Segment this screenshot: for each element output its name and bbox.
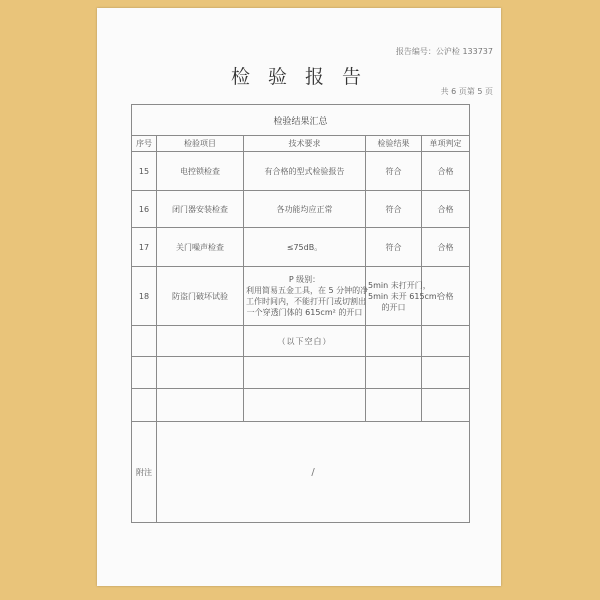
table-caption: 检验结果汇总	[132, 105, 470, 136]
row-item: 电控锁检查	[157, 152, 244, 191]
column-header-item: 检验项目	[157, 136, 244, 152]
row-number: 18	[132, 267, 157, 326]
empty-cell	[157, 326, 244, 357]
table-row	[132, 389, 470, 422]
row-item: 关门噪声检查	[157, 228, 244, 267]
report-number: 报告编号：公沪检 133737	[395, 47, 493, 56]
empty-cell	[157, 389, 244, 422]
page-title: 检 验 报 告	[230, 66, 368, 88]
row-number: 16	[132, 191, 157, 228]
row-verdict: 合格	[422, 152, 470, 191]
remark-row	[132, 422, 470, 523]
requirement-line: 各功能均应正常	[276, 204, 333, 214]
table-row	[132, 357, 470, 389]
page-info: 共 6 页第 5 页	[440, 87, 493, 96]
empty-cell	[132, 389, 157, 422]
requirement-line: 一个穿透门体的 615cm² 的开口	[246, 308, 363, 317]
row-verdict: 合格	[422, 228, 470, 267]
row-requirement	[244, 228, 366, 267]
result-line: 5min 未打开门，	[368, 280, 431, 290]
requirement-line: 利用简易五金工具，在 5 分钟的净	[246, 286, 369, 295]
table-row	[132, 228, 470, 267]
empty-cell	[366, 326, 422, 357]
empty-cell	[244, 357, 366, 389]
remark-content	[157, 422, 470, 523]
results-table	[131, 104, 470, 523]
empty-cell	[244, 389, 366, 422]
column-header-requirement: 技术要求	[244, 136, 366, 152]
row-result	[366, 267, 440, 326]
empty-cell	[422, 389, 470, 422]
row-result	[366, 228, 422, 267]
table-row	[132, 267, 470, 326]
row-verdict: 合格	[422, 191, 470, 228]
row-verdict: 合格	[422, 267, 470, 326]
result-line: 符合	[385, 166, 402, 176]
empty-cell	[157, 357, 244, 389]
empty-cell	[366, 357, 422, 389]
requirement-line: P 级别：	[288, 275, 321, 284]
empty-cell	[132, 357, 157, 389]
result-line: 的开口	[381, 302, 406, 312]
row-result	[366, 152, 422, 191]
empty-cell	[422, 357, 470, 389]
row-requirement	[244, 191, 366, 228]
row-number: 15	[132, 152, 157, 191]
requirement-line: 工作时间内，不能打开门或切割出	[246, 297, 366, 306]
requirement-line: 有合格的型式检验报告	[264, 166, 345, 176]
result-line: 符合	[385, 204, 402, 214]
empty-cell	[132, 326, 157, 357]
result-line: 符合	[385, 242, 402, 252]
table-row	[132, 191, 470, 228]
row-item: 防盗门破坏试验	[157, 267, 244, 326]
row-requirement	[244, 267, 369, 326]
empty-cell	[366, 389, 422, 422]
table-row	[132, 152, 470, 191]
row-number: 17	[132, 228, 157, 267]
end-note: （以下空白）	[244, 326, 366, 357]
column-header-result: 检验结果	[366, 136, 422, 152]
row-item: 闭门器安装检查	[157, 191, 244, 228]
remark-mark: /	[311, 466, 315, 478]
column-header-no: 序号	[132, 136, 157, 152]
row-result	[366, 191, 422, 228]
empty-cell	[422, 326, 470, 357]
requirement-line: ≤75dB。	[286, 242, 323, 252]
report-page	[97, 8, 501, 586]
result-line: 5min 未开 615cm²	[368, 291, 440, 301]
table-row	[132, 326, 470, 357]
remark-label: 附注	[132, 422, 157, 523]
row-requirement	[244, 152, 366, 191]
column-header-verdict: 单项判定	[422, 136, 470, 152]
